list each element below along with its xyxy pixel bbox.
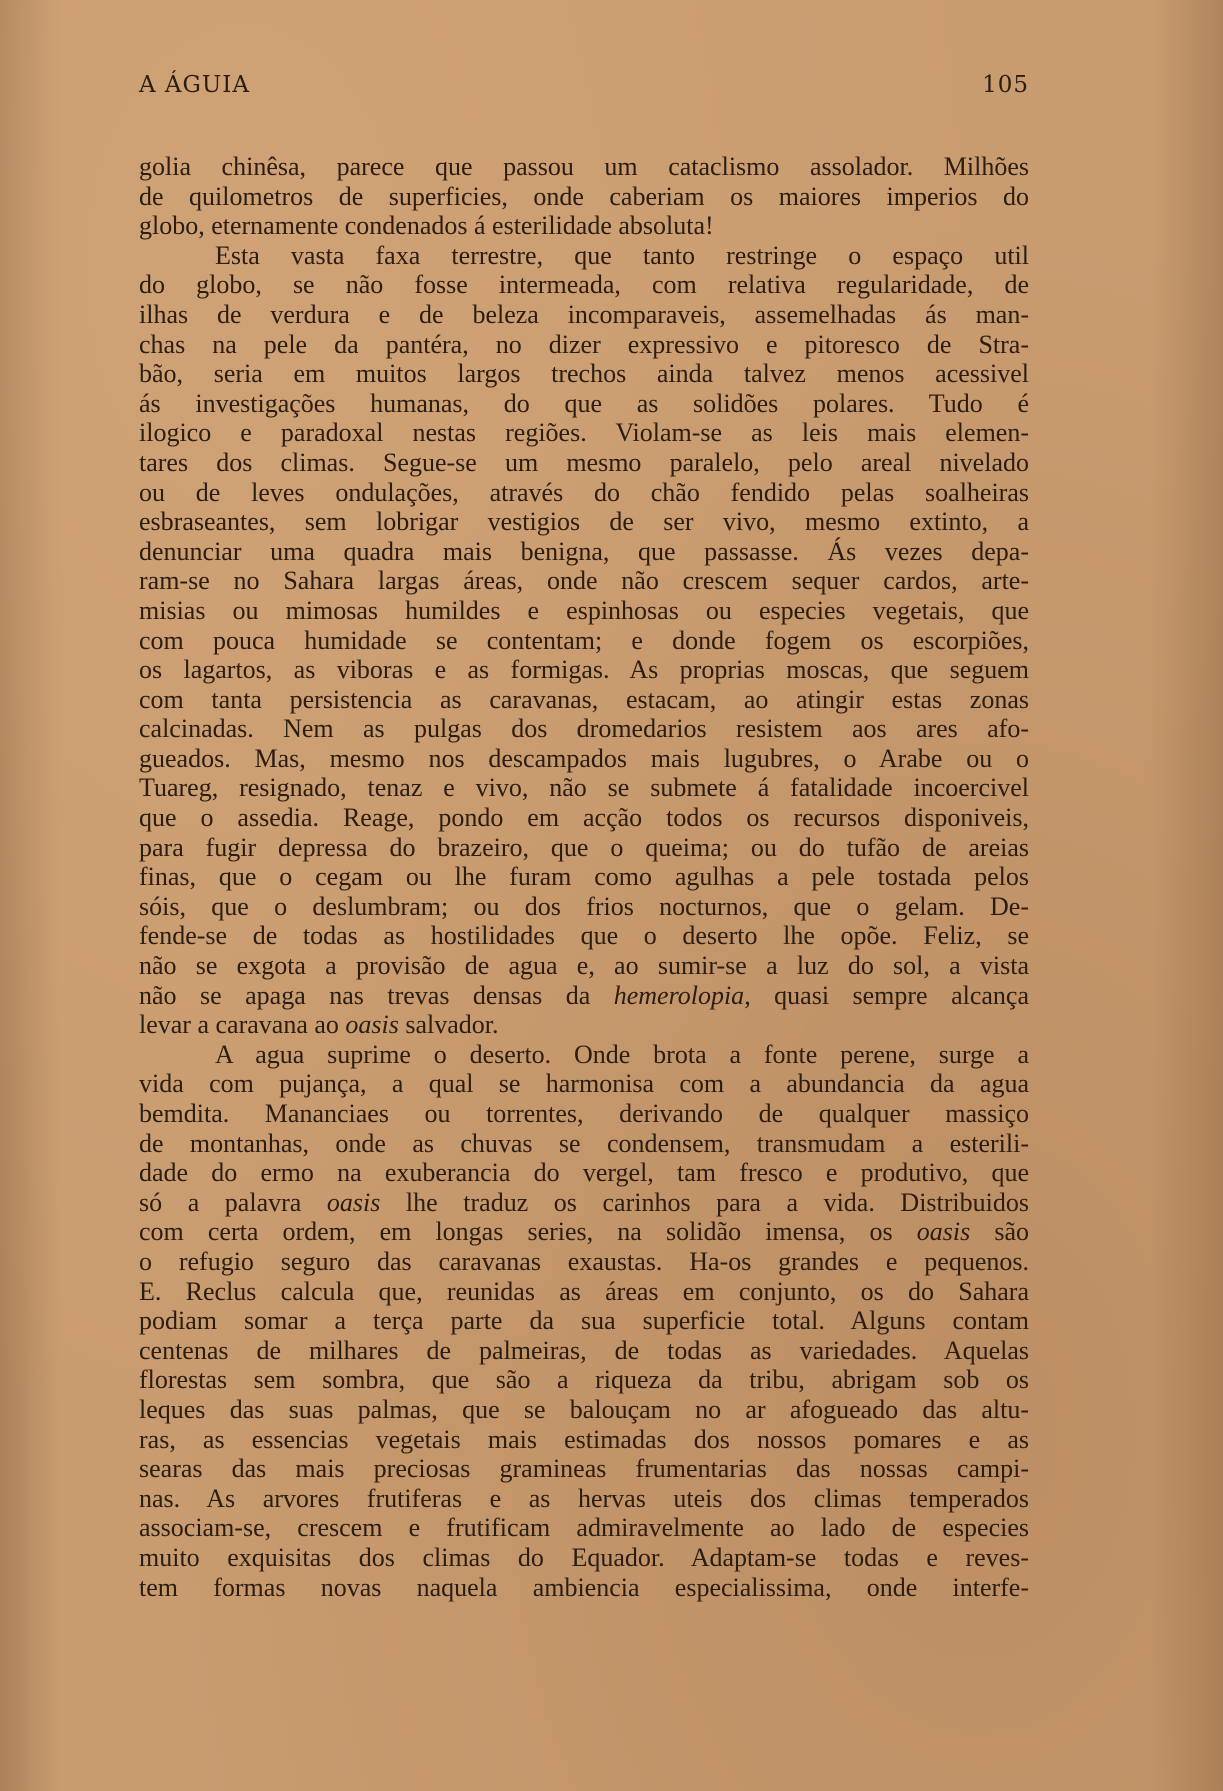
text-line: os lagartos, as viboras e as formigas. As proprias moscas, que seguem — [139, 655, 1029, 685]
text-line: o refugio seguro das caravanas exaustas. Ha-os grandes e pequenos. — [139, 1246, 1029, 1276]
text-line: bão, seria em muitos largos trechos ainda talvez menos acessivel — [139, 359, 1029, 389]
text-line: globo, eternamente condenados á esterilidade absoluta! — [139, 211, 714, 241]
text-line: tares dos climas. Segue-se um mesmo paralelo, pelo areal nivelado — [139, 447, 1029, 477]
text-line: golia chinêsa, parece que passou um cataclismo assolador. Milhões — [139, 152, 1029, 181]
text-line: ilhas de verdura e de beleza incomparaveis, assemelhadas ás man- — [139, 299, 1029, 329]
text-line: chas na pele da pantéra, no dizer expressivo e pitoresco de Stra- — [139, 329, 1029, 359]
text-line: centenas de milhares de palmeiras, de todas as variedades. Aquelas — [139, 1335, 1029, 1365]
text-line: de montanhas, onde as chuvas se condensem, transmudam a esterili- — [139, 1128, 1029, 1158]
text-line: ilogico e paradoxal nestas regiões. Violam-se as leis mais elemen- — [139, 418, 1029, 448]
text-line: com certa ordem, em longas series, na solidão imensa, os oasis são — [139, 1217, 1029, 1247]
running-title: A ÁGUIA — [139, 72, 250, 98]
running-head — [139, 72, 1029, 108]
text-line: Tuareg, resignado, tenaz e vivo, não se submete á fatalidade incoercivel — [139, 773, 1029, 803]
text-line: leques das suas palmas, que se balouçam no ar afogueado das altu- — [139, 1394, 1029, 1424]
text-line: dade do ermo na exuberancia do vergel, tam fresco e produtivo, que — [139, 1158, 1029, 1188]
text-line: não se exgota a provisão de agua e, ao sumir-se a luz do sol, a vista — [139, 951, 1029, 981]
text-line: nas. As arvores frutiferas e as hervas uteis dos climas temperados — [139, 1483, 1029, 1513]
text-line: ás investigações humanas, do que as solidões polares. Tudo é — [139, 388, 1029, 418]
text-line: finas, que o cegam ou lhe furam como agulhas a pele tostada pelos — [139, 862, 1029, 892]
text-line: ou de leves ondulações, através do chão fendido pelas soalheiras — [139, 477, 1029, 507]
text-line: só a palavra oasis lhe traduz os carinhos para a vida. Distribuidos — [139, 1187, 1029, 1217]
text-line: com tanta persistencia as caravanas, estacam, ao atingir estas zonas — [139, 684, 1029, 714]
page-number: 105 — [982, 72, 1029, 98]
text-line: denunciar uma quadra mais benigna, que passasse. Ás vezes depa- — [139, 536, 1029, 566]
text-line: florestas sem sombra, que são a riqueza da tribu, abrigam sob os — [139, 1365, 1029, 1395]
text-line: levar a caravana ao oasis salvador. — [139, 1010, 499, 1040]
text-line: ram-se no Sahara largas áreas, onde não crescem sequer cardos, arte- — [139, 566, 1029, 596]
body-text — [139, 152, 1029, 1602]
text-line: esbraseantes, sem lobrigar vestigios de ser vivo, mesmo extinto, a — [139, 507, 1029, 537]
text-line: podiam somar a terça parte da sua superficie total. Alguns contam — [139, 1306, 1029, 1336]
text-line: com pouca humidade se contentam; e donde fogem os escorpiões, — [139, 625, 1029, 655]
text-line: searas das mais preciosas gramineas frumentarias das nossas campi- — [139, 1454, 1029, 1484]
text-line: para fugir depressa do brazeiro, que o queima; ou do tufão de areias — [139, 832, 1029, 862]
text-line: bemdita. Mananciaes ou torrentes, derivando de qualquer massiço — [139, 1099, 1029, 1128]
text-line: associam-se, crescem e frutificam admiravelmente ao lado de especies — [139, 1513, 1029, 1543]
text-line: que o assedia. Reage, pondo em acção todos os recursos disponiveis, — [139, 803, 1029, 833]
text-line: do globo, se não fosse intermeada, com relativa regularidade, de — [139, 270, 1029, 300]
text-line: tem formas novas naquela ambiencia especialissima, onde interfe- — [139, 1572, 1029, 1602]
text-line: gueados. Mas, mesmo nos descampados mais lugubres, o Arabe ou o — [139, 743, 1029, 773]
text-line: de quilometros de superficies, onde caberiam os maiores imperios do — [139, 181, 1029, 211]
text-line: misias ou mimosas humildes e espinhosas ou especies vegetais, que — [139, 595, 1029, 625]
text-line: calcinadas. Nem as pulgas dos dromedarios resistem aos ares afo- — [139, 714, 1029, 744]
text-line: fende-se de todas as hostilidades que o deserto lhe opõe. Feliz, se — [139, 921, 1029, 951]
text-line: muito exquisitas dos climas do Equador. Adaptam-se todas e reves- — [139, 1542, 1029, 1572]
text-line: vida com pujança, a qual se harmonisa com a abundancia da agua — [139, 1069, 1029, 1099]
text-line: ras, as essencias vegetais mais estimadas dos nossos pomares e as — [139, 1424, 1029, 1454]
text-line: A agua suprime o deserto. Onde brota a fonte perene, surge a — [215, 1039, 1029, 1069]
text-line: não se apaga nas trevas densas da hemerolopia, quasi sempre alcança — [139, 980, 1029, 1010]
text-line: E. Reclus calcula que, reunidas as áreas em conjunto, os do Sahara — [139, 1276, 1029, 1306]
text-line: Esta vasta faxa terrestre, que tanto restringe o espaço util — [215, 240, 1029, 270]
text-line: sóis, que o deslumbram; ou dos frios nocturnos, que o gelam. De- — [139, 891, 1029, 921]
